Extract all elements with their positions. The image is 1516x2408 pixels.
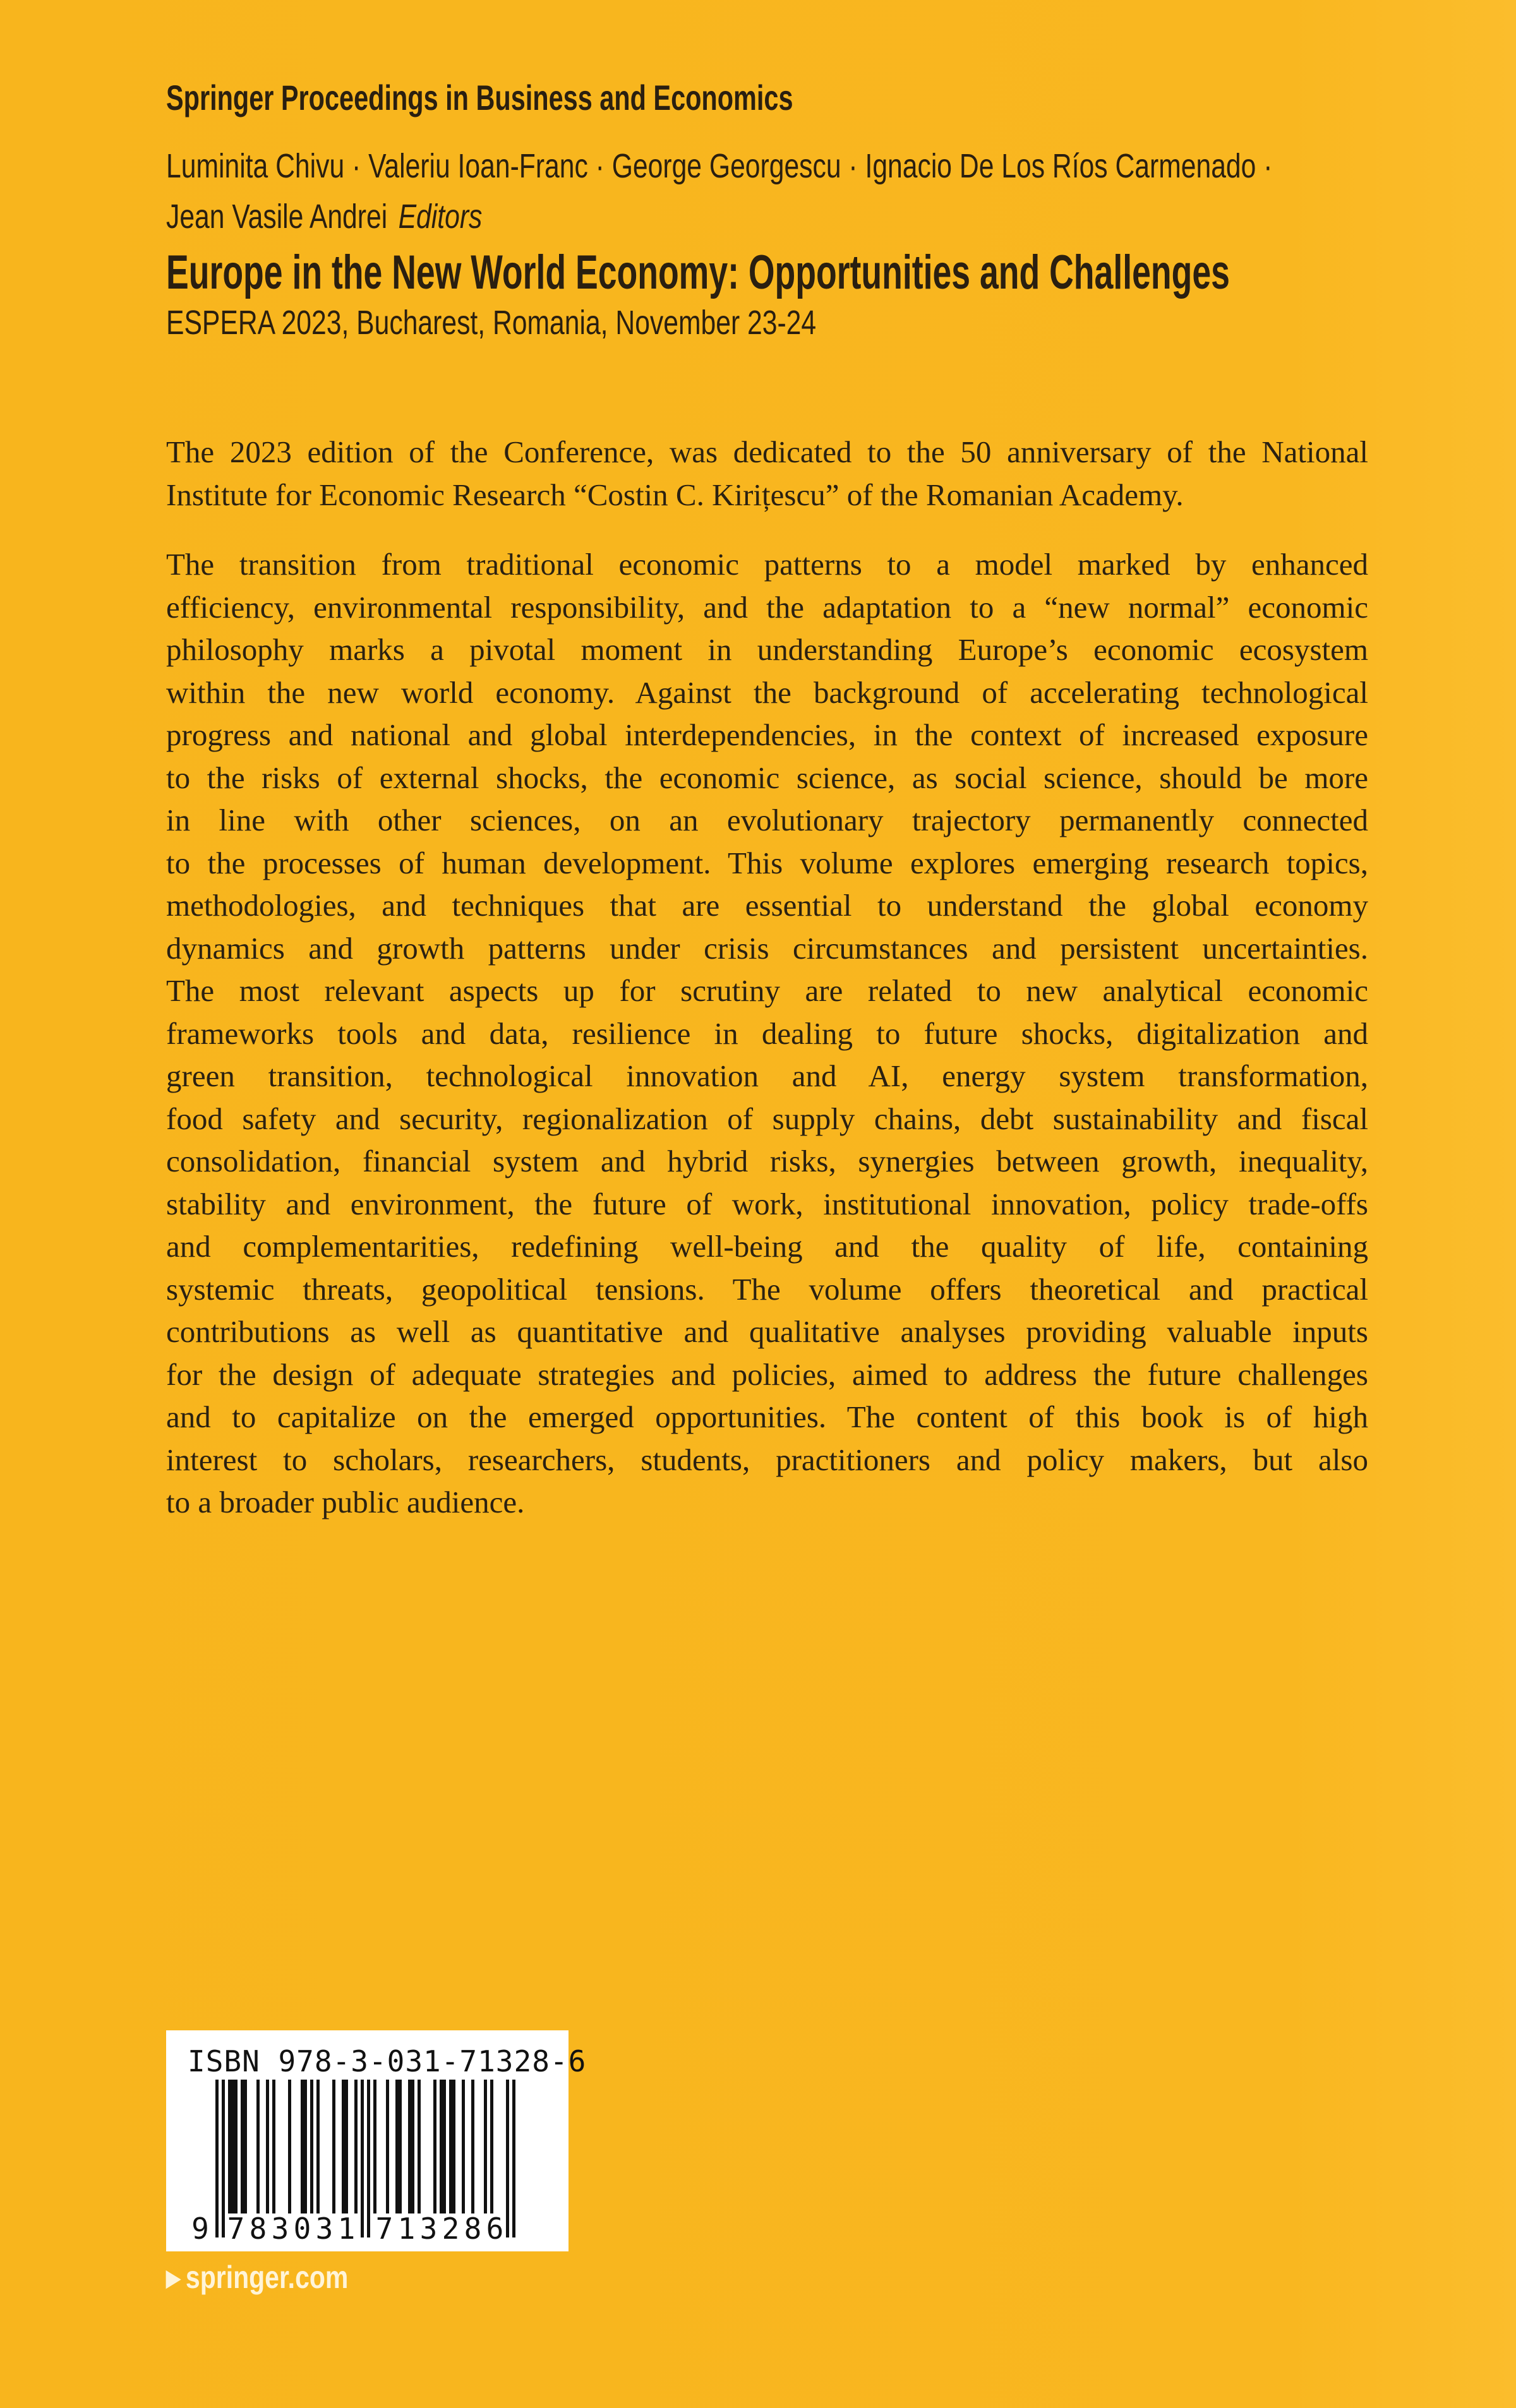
- text-line: to a broader public audience.: [166, 1485, 525, 1519]
- play-triangle-icon: ▶: [166, 2265, 181, 2291]
- barcode-digit: 8: [464, 2212, 482, 2244]
- barcode-digit: 1: [397, 2212, 416, 2244]
- barcode-digit: 8: [249, 2212, 267, 2244]
- barcode-digit: 7: [227, 2212, 245, 2244]
- barcode-digit: 6: [486, 2212, 504, 2244]
- text-line: consolidation, financial system and hybrid risks, synergies between growth, inequality,: [166, 1144, 1368, 1178]
- barcode-bar: [304, 2080, 307, 2213]
- barcode-bar: [288, 2080, 291, 2213]
- barcode-bar: [373, 2080, 376, 2213]
- barcode-digit: 0: [293, 2212, 311, 2244]
- text-line: in line with other sciences, on an evolutionary trajectory permanently connected: [166, 803, 1368, 837]
- barcode-bar: [234, 2080, 238, 2213]
- springer-website-link[interactable]: [166, 2259, 348, 2296]
- text-line: dynamics and growth patterns under crisis circumstances and persistent uncertainties.: [166, 930, 1368, 966]
- barcode-bar: [231, 2080, 234, 2213]
- text-line: progress and national and global interdependencies, in the context of increased exposure: [166, 717, 1368, 752]
- text-line: Institute for Economic Research “Costin C. Kirițescu” of the Romanian Academy.: [166, 477, 1184, 512]
- barcode-bar: [272, 2080, 275, 2213]
- barcode-bar: [361, 2080, 364, 2237]
- text-line: The most relevant aspects up for scrutiny are related to new analytical economic: [166, 973, 1368, 1008]
- isbn-barcode: [166, 2030, 587, 2251]
- barcode-bar: [408, 2080, 411, 2213]
- paragraph-dedication: [166, 431, 1368, 516]
- text-line: and to capitalize on the emerged opportunities. The content of this book is of high: [166, 1399, 1368, 1434]
- barcode-bar: [367, 2080, 370, 2237]
- book-subtitle: ESPERA 2023, Bucharest, Romania, November 23-24: [166, 304, 817, 342]
- barcode-bar: [256, 2080, 260, 2213]
- barcode-bar: [310, 2080, 313, 2213]
- barcode-bar: [399, 2080, 402, 2213]
- barcode-bar: [440, 2080, 443, 2213]
- text-line: interest to scholars, researchers, students, practitioners and policy makers, but also: [166, 1442, 1368, 1477]
- text-line: within the new world economy. Against the background of accelerating technological: [166, 674, 1368, 710]
- text-line: and complementarities, redefining well-being and the quality of life, containing: [166, 1229, 1368, 1264]
- barcode-bar: [244, 2080, 247, 2213]
- text-line: The 2023 edition of the Conference, was dedicated to the 50 anniversary of the National: [166, 434, 1368, 469]
- barcode-digit: 7: [375, 2212, 394, 2244]
- barcode-digit: 3: [419, 2212, 438, 2244]
- barcode-digit: 9: [191, 2212, 209, 2244]
- text-line: contributions as well as quantitative and qualitative analyses providing valuable inputs: [166, 1314, 1368, 1349]
- text-line: philosophy marks a pivotal moment in understanding Europe’s economic ecosystem: [166, 632, 1368, 667]
- text-line: green transition, technological innovation and AI, energy system transformation,: [166, 1058, 1368, 1093]
- barcode-digit: 3: [271, 2212, 289, 2244]
- barcode-bar: [443, 2080, 446, 2213]
- book-title: Europe in the New World Economy: Opportunities and Challenges: [166, 246, 1230, 299]
- barcode-bar: [241, 2080, 244, 2213]
- barcode-digit: 2: [442, 2212, 460, 2244]
- barcode-bar: [433, 2080, 436, 2213]
- springer-link-text: springer.com: [185, 2260, 349, 2295]
- barcode-bar: [266, 2080, 269, 2213]
- barcode-bar: [222, 2080, 225, 2237]
- text-line: methodologies, and techniques that are essential to understand the global economy: [166, 888, 1368, 923]
- series-title: Springer Proceedings in Business and Economics: [166, 78, 793, 117]
- text-line: to the risks of external shocks, the economic science, as social science, should be more: [166, 760, 1368, 795]
- editors-line-2: [166, 197, 482, 236]
- barcode-digit: 3: [315, 2212, 334, 2244]
- barcode-bar: [452, 2080, 455, 2213]
- text-line: The transition from traditional economic patterns to a model marked by enhanced: [166, 547, 1368, 582]
- barcode-bar: [332, 2080, 335, 2213]
- text-line: efficiency, environmental responsibility, and the adaptation to a “new normal” economic: [166, 589, 1368, 625]
- text-line: food safety and security, regionalization of supply chains, debt sustainability and fiscal: [166, 1101, 1368, 1136]
- barcode-bar: [506, 2080, 509, 2237]
- text-line: stability and environment, the future of work, institutional innovation, policy trade-offs: [166, 1186, 1368, 1221]
- paragraph-description: [166, 543, 1368, 1524]
- barcode-bar: [354, 2080, 358, 2213]
- barcode-bar: [418, 2080, 421, 2213]
- editors-role-label: Editors: [398, 198, 483, 236]
- barcode-bar: [512, 2080, 515, 2237]
- barcode-bar: [484, 2080, 487, 2213]
- editors-line-1: Luminita Chivu · Valeriu Ioan-Franc · George Georgescu · Ignacio De Los Ríos Carmenado ·: [166, 147, 1273, 185]
- barcode-bar: [342, 2080, 345, 2213]
- barcode-bar: [490, 2080, 493, 2213]
- barcode-bar: [395, 2080, 399, 2213]
- barcode-bar: [301, 2080, 304, 2213]
- isbn-text: ISBN 978-3-031-71328-6: [188, 2044, 587, 2078]
- barcode-bar: [462, 2080, 465, 2213]
- barcode-bar: [345, 2080, 348, 2213]
- text-line: to the processes of human development. This volume explores emerging research topics,: [166, 845, 1368, 880]
- editor-name: Jean Vasile Andrei: [166, 198, 388, 236]
- barcode-bar: [386, 2080, 389, 2213]
- barcode-bar: [411, 2080, 414, 2213]
- barcode-icon: [190, 2080, 544, 2244]
- barcode-bar: [316, 2080, 320, 2213]
- text-line: systemic threats, geopolitical tensions. The volume offers theoretical and practical: [166, 1271, 1368, 1307]
- text-line: for the design of adequate strategies and policies, aimed to address the future challenges: [166, 1357, 1368, 1392]
- barcode-bar: [449, 2080, 452, 2213]
- barcode-digit: 1: [337, 2212, 356, 2244]
- text-line: frameworks tools and data, resilience in dealing to future shocks, digitalization and: [166, 1015, 1368, 1051]
- barcode-bar: [215, 2080, 219, 2237]
- barcode-bar: [471, 2080, 474, 2213]
- barcode-bar: [228, 2080, 231, 2213]
